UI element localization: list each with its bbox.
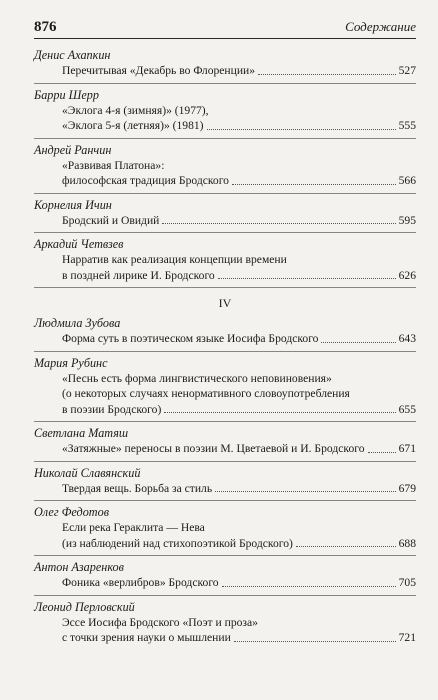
title-line-text: в поэзии Бродского) <box>62 402 162 416</box>
title-line <box>62 331 416 347</box>
page-number: 876 <box>34 19 57 35</box>
dot-leader <box>207 128 396 130</box>
entry-title <box>62 252 416 287</box>
entry-author: Николай Славянский <box>34 461 416 481</box>
entry-page-number: 721 <box>398 631 416 644</box>
entry-page-number: 679 <box>398 481 416 495</box>
dot-leader <box>258 73 396 75</box>
dot-leader <box>218 277 396 279</box>
entry-title <box>62 103 416 138</box>
entry-title <box>62 213 416 233</box>
toc-entry <box>34 500 416 555</box>
dot-leader <box>232 183 396 185</box>
entry-page-number: 671 <box>398 442 416 455</box>
entry-title <box>62 575 416 595</box>
toc-entry <box>34 351 416 422</box>
title-line-text: «Эклога 5-я (летняя)» (1981) <box>62 119 204 132</box>
entry-author: Андрей Ранчин <box>34 138 416 158</box>
title-line: (о некоторых случаях ненормативного словоупотребления <box>62 387 350 400</box>
entry-title <box>62 331 416 351</box>
dot-leader <box>222 585 396 587</box>
entry-page-number: 643 <box>398 332 416 345</box>
entry-author: Светлана Матяш <box>34 421 416 441</box>
toc-entry <box>34 232 416 287</box>
toc-entry <box>34 48 416 83</box>
title-line <box>62 63 416 79</box>
toc-entry <box>34 193 416 233</box>
title-line-text: Фоника «верлибров» Бродского <box>62 576 219 589</box>
entry-title <box>62 158 416 193</box>
title-line-text: философская традиция Бродского <box>62 174 229 187</box>
page-header <box>34 14 416 39</box>
entry-author: Олег Федотов <box>34 500 416 520</box>
toc-entry <box>34 138 416 193</box>
title-line-text: (из наблюдений над стихопоэтикой Бродского) <box>62 536 293 550</box>
dot-leader <box>296 545 396 547</box>
entry-page-number: 688 <box>398 536 416 550</box>
entry-author: Денис Ахапкин <box>34 48 111 62</box>
entry-page-number: 555 <box>398 119 416 132</box>
title-line-text: Форма суть в поэтическом языке Иосифа Бродского <box>62 332 319 345</box>
dot-leader <box>162 222 395 224</box>
running-title: Содержание <box>345 19 416 34</box>
title-line <box>62 402 416 418</box>
toc-entry <box>34 555 416 595</box>
title-line <box>62 536 416 552</box>
entry-author: Леонид Перловский <box>34 595 416 615</box>
title-line <box>62 173 416 189</box>
toc-entry <box>34 595 416 650</box>
title-line-text: с точки зрения науки о мышлении <box>62 631 231 644</box>
table-of-contents <box>34 48 416 650</box>
entry-author: Мария Рубинс <box>34 351 416 371</box>
title-line <box>62 268 416 284</box>
title-line-text: в поздней лирике И. Бродского <box>62 268 215 282</box>
title-line: «Эклога 4-я (зимняя)» (1977), <box>62 103 209 117</box>
entry-page-number: 705 <box>398 576 416 589</box>
title-line-text: Бродский и Овидий <box>62 213 160 227</box>
toc-entry <box>34 83 416 138</box>
entry-title <box>62 63 416 83</box>
toc-entry <box>34 312 416 351</box>
title-line: Нарратив как реализация концепции времени <box>62 253 287 266</box>
entry-title <box>62 520 416 555</box>
dot-leader <box>321 341 395 343</box>
title-line: «Песнь есть форма лингвистического неповиновения» <box>62 371 332 385</box>
title-line-text: Перечитывая «Декабрь во Флоренции» <box>62 64 256 77</box>
entry-author: Корнелия Ичин <box>34 193 416 213</box>
title-line-text: «Затяжные» переносы в поэзии М. Цветаевой и И. Бродского <box>62 442 365 455</box>
title-line-text: Твердая вещь. Борьба за стиль <box>62 481 213 495</box>
toc-entry <box>34 421 416 461</box>
section-marker: IV <box>34 287 416 312</box>
entry-author: Аркадий Четвзев <box>34 232 416 252</box>
entry-page-number: 595 <box>398 213 416 227</box>
entry-author: Барри Шерр <box>34 83 416 103</box>
toc-entry <box>34 461 416 501</box>
entry-author: Людмила Зубова <box>34 316 121 330</box>
title-line <box>62 118 416 134</box>
dot-leader <box>215 490 395 492</box>
entry-page-number: 655 <box>398 402 416 416</box>
entry-page-number: 566 <box>398 174 416 187</box>
entry-page-number: 527 <box>398 64 416 77</box>
title-line <box>62 630 416 646</box>
entry-title <box>62 615 416 650</box>
title-line <box>62 213 416 229</box>
entry-author: Антон Азаренков <box>34 555 416 575</box>
title-line <box>62 441 416 457</box>
title-line: Если река Гераклита — Нева <box>62 521 205 534</box>
dot-leader <box>234 640 396 642</box>
dot-leader <box>368 451 396 453</box>
entry-page-number: 626 <box>398 268 416 282</box>
dot-leader <box>164 411 395 413</box>
entry-title <box>62 371 416 422</box>
title-line <box>62 575 416 591</box>
entry-title <box>62 441 416 461</box>
title-line <box>62 481 416 497</box>
title-line: «Развивая Платона»: <box>62 158 165 172</box>
title-line: Эссе Иосифа Бродского «Поэт и проза» <box>62 615 258 629</box>
entry-title <box>62 481 416 501</box>
